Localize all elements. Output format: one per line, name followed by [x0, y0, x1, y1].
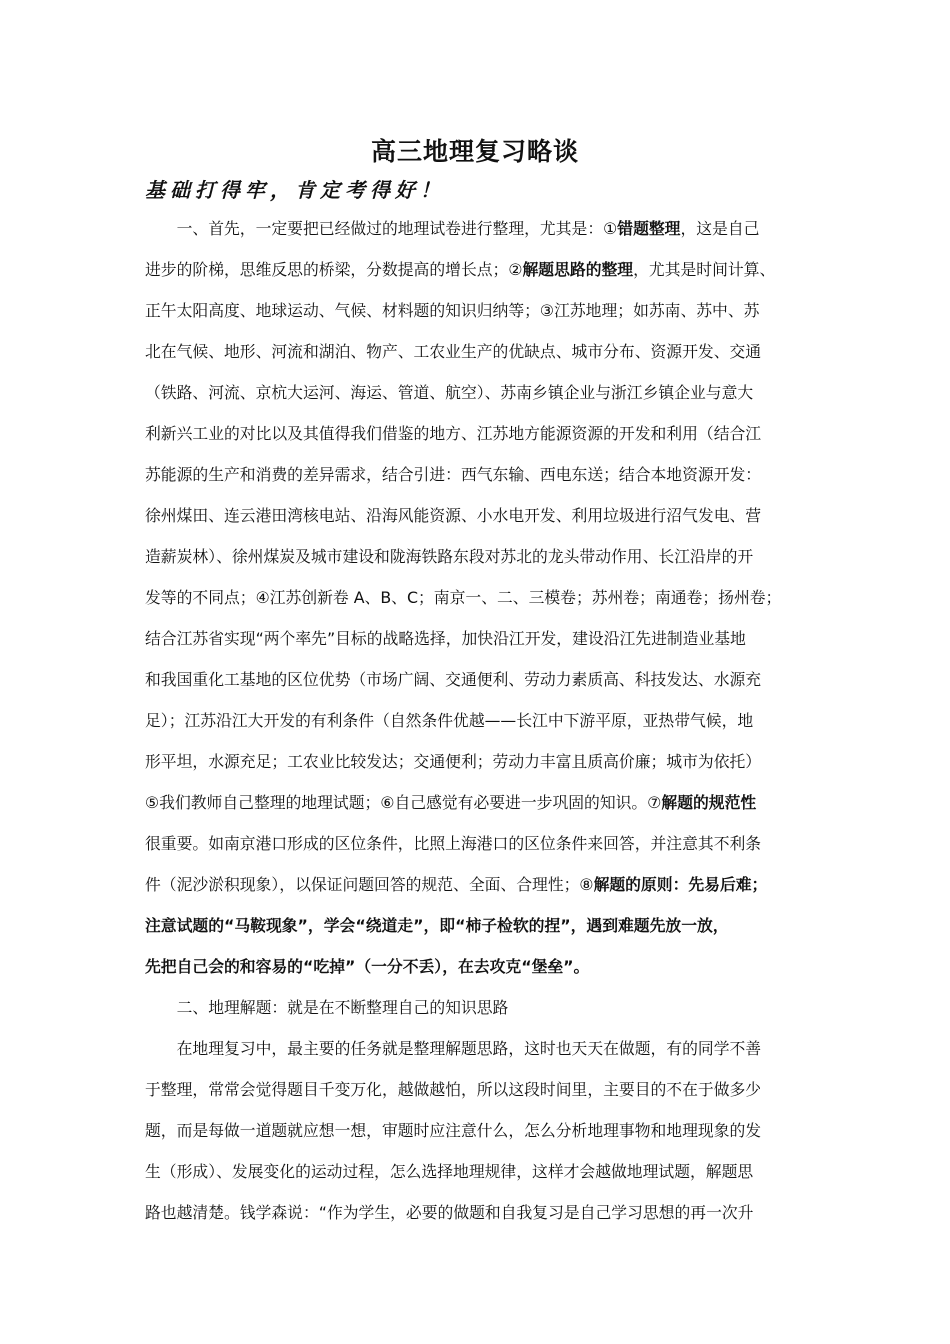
paragraph-line: 生（形成）、发展变化的运动过程，怎么选择地理规律，这样才会越做地理试题，解题思	[145, 1162, 754, 1181]
paragraph-line: 北在气候、地形、河流和湖泊、物产、工农业生产的优缺点、城市分布、资源开发、交通	[145, 342, 762, 361]
bold-phrase: 解题思路的整理	[522, 260, 634, 279]
paragraph-line: 一、首先，一定要把已经做过的地理试卷进行整理，尤其是：①错题整理，这是自己	[176, 219, 760, 238]
paragraph-line: 造薪炭林）、徐州煤炭及城市建设和陇海铁路东段对苏北的龙头带动作用、长江沿岸的开	[145, 547, 754, 566]
document-body	[145, 208, 809, 1233]
paragraph-line: 题，而是每做一道题就应想一想，审题时应注意什么，怎么分析地理事物和地理现象的发	[145, 1121, 762, 1140]
paragraph-line: 徐州煤田、连云港田湾核电站、沿海风能资源、小水电开发、利用垃圾进行沼气发电、营	[145, 506, 762, 525]
paragraph-line: 进步的阶梯，思维反思的桥梁，分数提高的增长点；②解题思路的整理，尤其是时间计算、	[145, 260, 776, 279]
document-title: 高三地理复习略谈	[370, 137, 579, 166]
bold-paragraph-line: 先把自己会的和容易的“吃掉”（一分不丢），在去攻克“堡垒”。	[145, 957, 590, 976]
paragraph-line: 足）；江苏沿江大开发的有利条件（自然条件优越——长江中下游平原，亚热带气候，地	[145, 711, 754, 730]
paragraph-line: 很重要。如南京港口形成的区位条件，比照上海港口的区位条件来回答，并注意其不利条	[145, 834, 762, 853]
paragraph-line: 和我国重化工基地的区位优势（市场广阔、交通便利、劳动力素质高、科技发达、水源充	[145, 670, 762, 689]
paragraph-line: 发等的不同点；④江苏创新卷 A、B、C；南京一、二、三模卷；苏州卷；南通卷；扬州卷；	[145, 588, 782, 607]
paragraph-line: 路也越清楚。钱学森说：“作为学生，必要的做题和自我复习是自己学习思想的再一次升	[145, 1203, 754, 1222]
paragraph-line: 件（泥沙淤积现象），以保证问题回答的规范、全面、合理性；⑧解题的原则：先易后难；	[145, 875, 768, 894]
paragraph-line: 利新兴工业的对比以及其值得我们借鉴的地方、江苏地方能源资源的开发和利用（结合江	[145, 424, 762, 443]
section-heading: 二、地理解题：就是在不断整理自己的知识思路	[176, 998, 509, 1017]
bold-paragraph-line: 注意试题的“马鞍现象”，学会“绕道走”，即“柿子检软的捏”，遇到难题先放一放，	[145, 916, 729, 935]
paragraph-line: 形平坦，水源充足；工农业比较发达；交通便利；劳动力丰富且质高价廉；城市为依托）	[145, 752, 762, 771]
bold-phrase: 解题的原则：先易后难；	[593, 875, 768, 894]
paragraph-line: 结合江苏省实现“两个率先”目标的战略选择，加快沿江开发，建设沿江先进制造业基地	[145, 629, 746, 648]
paragraph-line: 在地理复习中，最主要的任务就是整理解题思路，这时也天天在做题，有的同学不善	[176, 1039, 762, 1058]
paragraph-line: 苏能源的生产和消费的差异需求，结合引进：西气东输、西电东送；结合本地资源开发：	[145, 465, 762, 484]
document-subtitle: 基础打得牢，肯定考得好！	[145, 178, 445, 202]
paragraph-line: （铁路、河流、京杭大运河、海运、管道、航空）、苏南乡镇企业与浙江乡镇企业与意大	[145, 383, 754, 402]
paragraph-line: 正午太阳高度、地球运动、气候、材料题的知识归纳等；③江苏地理；如苏南、苏中、苏	[145, 301, 760, 320]
bold-phrase: 错题整理	[617, 219, 681, 238]
paragraph-line: 于整理，常常会觉得题目千变万化，越做越怕，所以这段时间里，主要目的不在于做多少	[145, 1080, 762, 1099]
bold-phrase: 解题的规范性	[661, 793, 757, 812]
paragraph-line: ⑤我们教师自己整理的地理试题；⑥自己感觉有必要进一步巩固的知识。⑦解题的规范性	[145, 793, 757, 812]
